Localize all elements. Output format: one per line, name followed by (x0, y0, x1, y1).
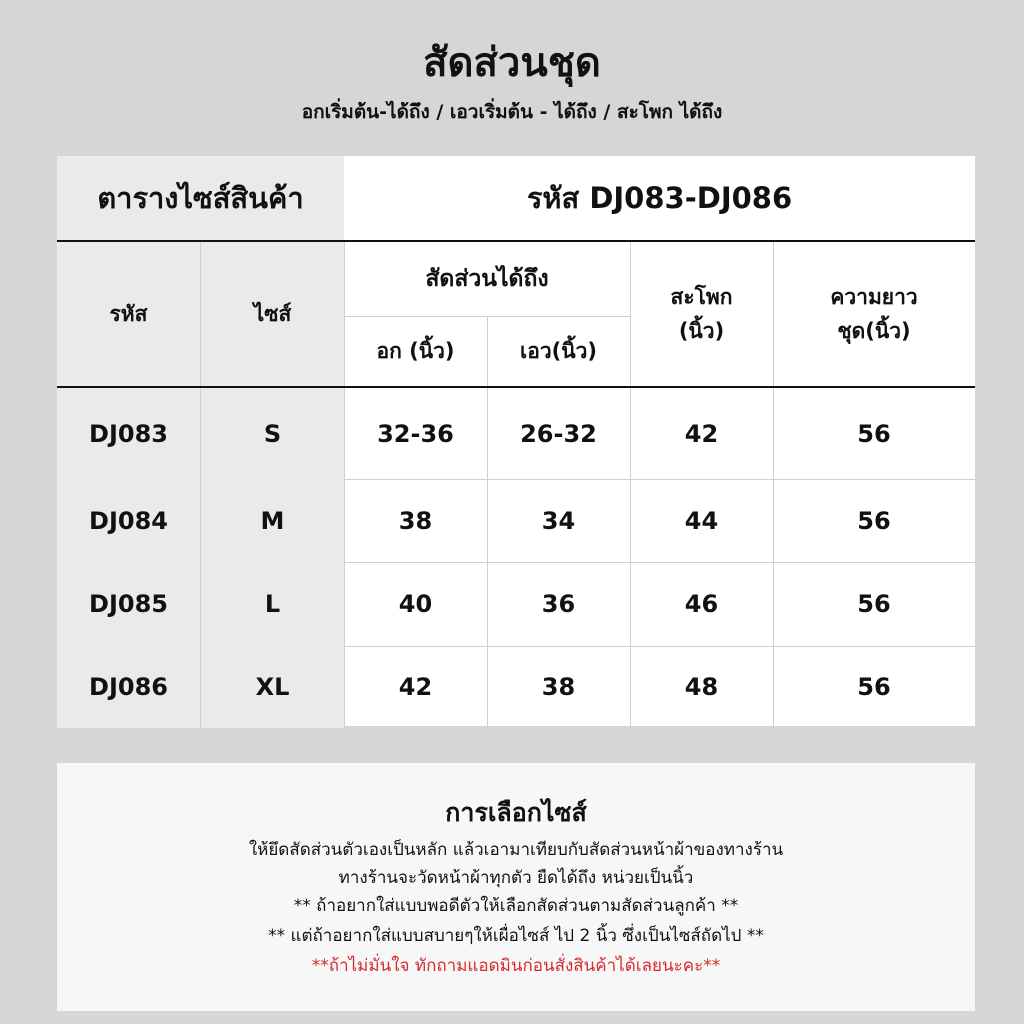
row-size: M (260, 506, 285, 535)
size-guide-line: ** ถ้าอยากใส่แบบพอดีตัวให้เลือกสัดส่วนตามสัดส่วนลูกค้า ** (293, 896, 739, 916)
row-size: XL (255, 673, 290, 701)
row-length: 56 (857, 506, 891, 535)
size-guide-line: ให้ยึดสัดส่วนตัวเองเป็นหลัก แล้วเอามาเทียบกับสัดส่วนหน้าผ้าของทางร้าน (248, 840, 784, 860)
row-length: 56 (857, 673, 891, 701)
page-title: สัดส่วนชุด (423, 40, 601, 86)
header-code: รหัส (109, 302, 148, 326)
size-table (57, 240, 975, 728)
header-hip: สะโพก (นิ้ว) (670, 285, 733, 343)
row-chest: 38 (398, 506, 433, 535)
row-length: 56 (857, 590, 891, 618)
size-chart-card (57, 156, 975, 726)
header-waist: เอว(นิ้ว) (520, 339, 597, 363)
row-chest: 42 (398, 673, 433, 701)
row-code: DJ086 (89, 673, 168, 701)
row-hip: 44 (684, 506, 719, 535)
header-chest: อก (นิ้ว) (376, 339, 455, 363)
row-hip: 48 (684, 673, 719, 701)
header-length: ความยาว ชุด(นิ้ว) (830, 285, 918, 343)
row-code: DJ084 (89, 506, 168, 535)
row-waist: 34 (541, 506, 576, 535)
row-waist: 36 (541, 590, 576, 618)
size-guide-line: ทางร้านจะวัดหน้าผ้าทุกตัว ยืดได้ถึง หน่วยเป็นนิ้ว (338, 868, 694, 888)
row-code: DJ085 (89, 590, 168, 618)
row-hip: 42 (684, 419, 719, 448)
size-chart-label: ตารางไซส์สินค้า (57, 156, 344, 240)
row-size: S (263, 419, 282, 448)
product-code-range: รหัส DJ083-DJ086 (526, 181, 793, 215)
size-guide-warning: **ถ้าไม่มั่นใจ ทักถามแอดมินก่อนสั่งสินค้าได้เลยนะคะ** (311, 956, 721, 976)
row-chest: 32-36 (377, 419, 454, 448)
row-length: 56 (857, 419, 891, 448)
row-waist: 26-32 (520, 419, 597, 448)
size-guide-title: การเลือกไซส์ (445, 798, 587, 827)
size-guide-card (57, 763, 975, 1011)
header-fits-up-to: สัดส่วนได้ถึง (425, 266, 549, 292)
page-subtitle: อกเริ่มต้น-ได้ถึง / เอวเริ่มต้น - ได้ถึง / สะโพก ได้ถึง (301, 101, 723, 123)
row-chest: 40 (398, 590, 433, 618)
size-guide-line: ** แต่ถ้าอยากใส่แบบสบายๆให้เผื่อไซส์ ไป 2 นิ้ว ซึ่งเป็นไซส์ถัดไป ** (268, 926, 764, 946)
row-size: L (264, 590, 281, 618)
header-size: ไซส์ (253, 302, 292, 326)
row-waist: 38 (541, 673, 576, 701)
row-hip: 46 (684, 590, 719, 618)
row-code: DJ083 (89, 419, 168, 448)
